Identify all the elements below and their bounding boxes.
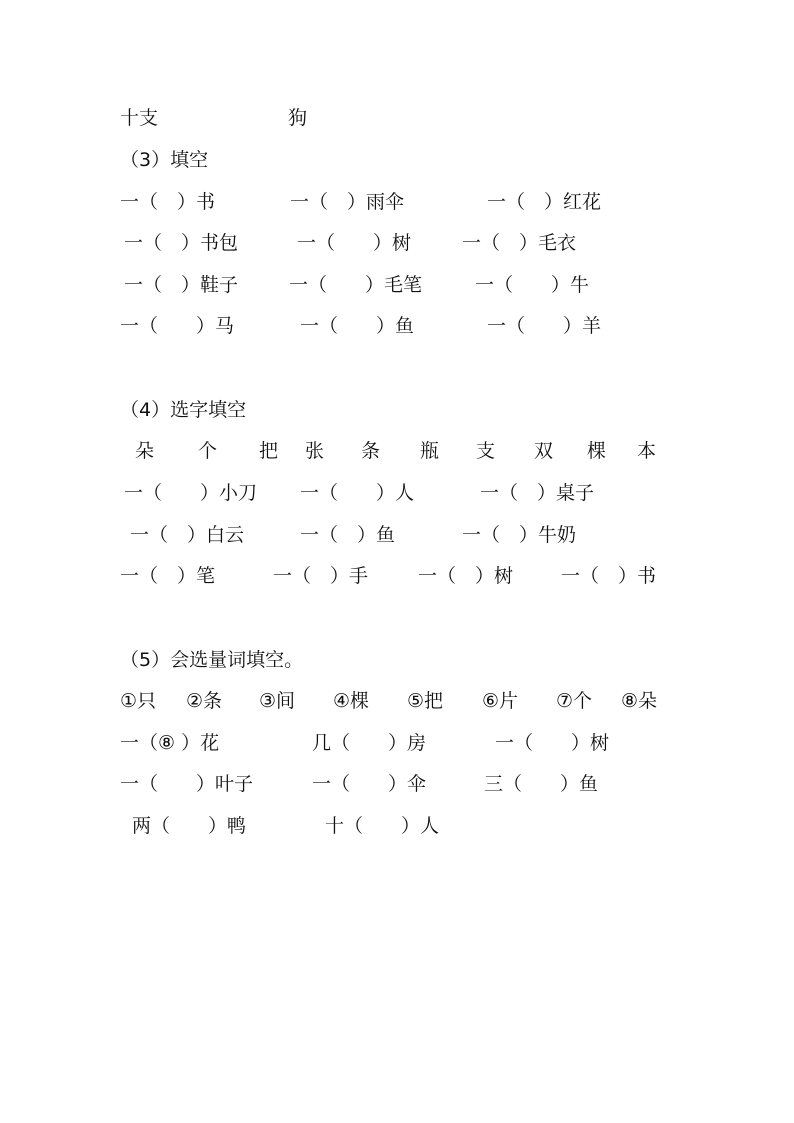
section4-choice: 瓶 bbox=[420, 440, 440, 462]
section3-item: 一（ ）马 bbox=[120, 315, 235, 337]
section3-item: 一（ ）毛笔 bbox=[289, 274, 423, 296]
section3-item: 一（ ）牛 bbox=[475, 274, 590, 296]
section5-choice: ⑥片 bbox=[482, 690, 519, 712]
section4-choice: 双 bbox=[534, 440, 554, 462]
section3-heading: （3）填空 bbox=[120, 149, 209, 171]
section5-choice: ⑧朵 bbox=[621, 690, 658, 712]
section4-item: 一（ ）牛奶 bbox=[462, 524, 577, 546]
section5-item: 一（ ）树 bbox=[495, 732, 610, 754]
section5-item: 十（ ）人 bbox=[325, 815, 440, 837]
section4-item: 一（ ）人 bbox=[300, 482, 415, 504]
section3-item: 一（ ）树 bbox=[297, 232, 412, 254]
section3-item: 一（ ）雨伞 bbox=[290, 191, 405, 213]
section4-heading: （4）选字填空 bbox=[120, 399, 247, 421]
section3-item: 一（ ）鞋子 bbox=[124, 274, 239, 296]
section5-item: 两（ ）鸭 bbox=[132, 815, 247, 837]
section3-item: 一（ ）红花 bbox=[487, 191, 602, 213]
section5-choice: ⑤把 bbox=[407, 690, 444, 712]
section3-item: 一（ ）毛衣 bbox=[462, 232, 577, 254]
section5-item: 几（ ）房 bbox=[312, 732, 427, 754]
section4-choice: 朵 bbox=[135, 440, 155, 462]
section4-choice: 个 bbox=[198, 440, 218, 462]
section5-item: 一（⑧ ）花 bbox=[120, 732, 220, 754]
section3-item: 一（ ）羊 bbox=[487, 315, 602, 337]
section4-item: 一（ ）桌子 bbox=[480, 482, 595, 504]
section4-choice: 把 bbox=[259, 440, 279, 462]
section5-heading: （5）会选量词填空。 bbox=[120, 649, 304, 671]
section4-item: 一（ ）树 bbox=[418, 565, 514, 587]
section5-item: 一（ ）叶子 bbox=[120, 773, 254, 795]
section4-item: 一（ ）书 bbox=[561, 565, 657, 587]
section4-item: 一（ ）白云 bbox=[130, 524, 245, 546]
section5-choice: ①只 bbox=[120, 690, 157, 712]
section3-item: 一（ ）书 bbox=[120, 191, 216, 213]
section3-item: 一（ ）书包 bbox=[124, 232, 239, 254]
section4-choice: 棵 bbox=[587, 440, 607, 462]
top-word-gou: 狗 bbox=[288, 107, 308, 129]
section5-choice: ②条 bbox=[186, 690, 223, 712]
section4-item: 一（ ）小刀 bbox=[124, 482, 258, 504]
section4-item: 一（ ）鱼 bbox=[300, 524, 396, 546]
section3-item: 一（ ）鱼 bbox=[300, 315, 415, 337]
section4-choice: 支 bbox=[476, 440, 496, 462]
section5-item: 一（ ）伞 bbox=[312, 773, 427, 795]
section5-choice: ③间 bbox=[259, 690, 296, 712]
section4-item: 一（ ）手 bbox=[273, 565, 369, 587]
section4-choice: 本 bbox=[637, 440, 657, 462]
top-word-shizhi: 十支 bbox=[120, 107, 159, 129]
section5-choice: ④棵 bbox=[333, 690, 370, 712]
section4-choice: 张 bbox=[305, 440, 325, 462]
section5-item: 三（ ）鱼 bbox=[484, 773, 599, 795]
section5-choice: ⑦个 bbox=[556, 690, 593, 712]
section4-item: 一（ ）笔 bbox=[120, 565, 216, 587]
section4-choice: 条 bbox=[361, 440, 381, 462]
